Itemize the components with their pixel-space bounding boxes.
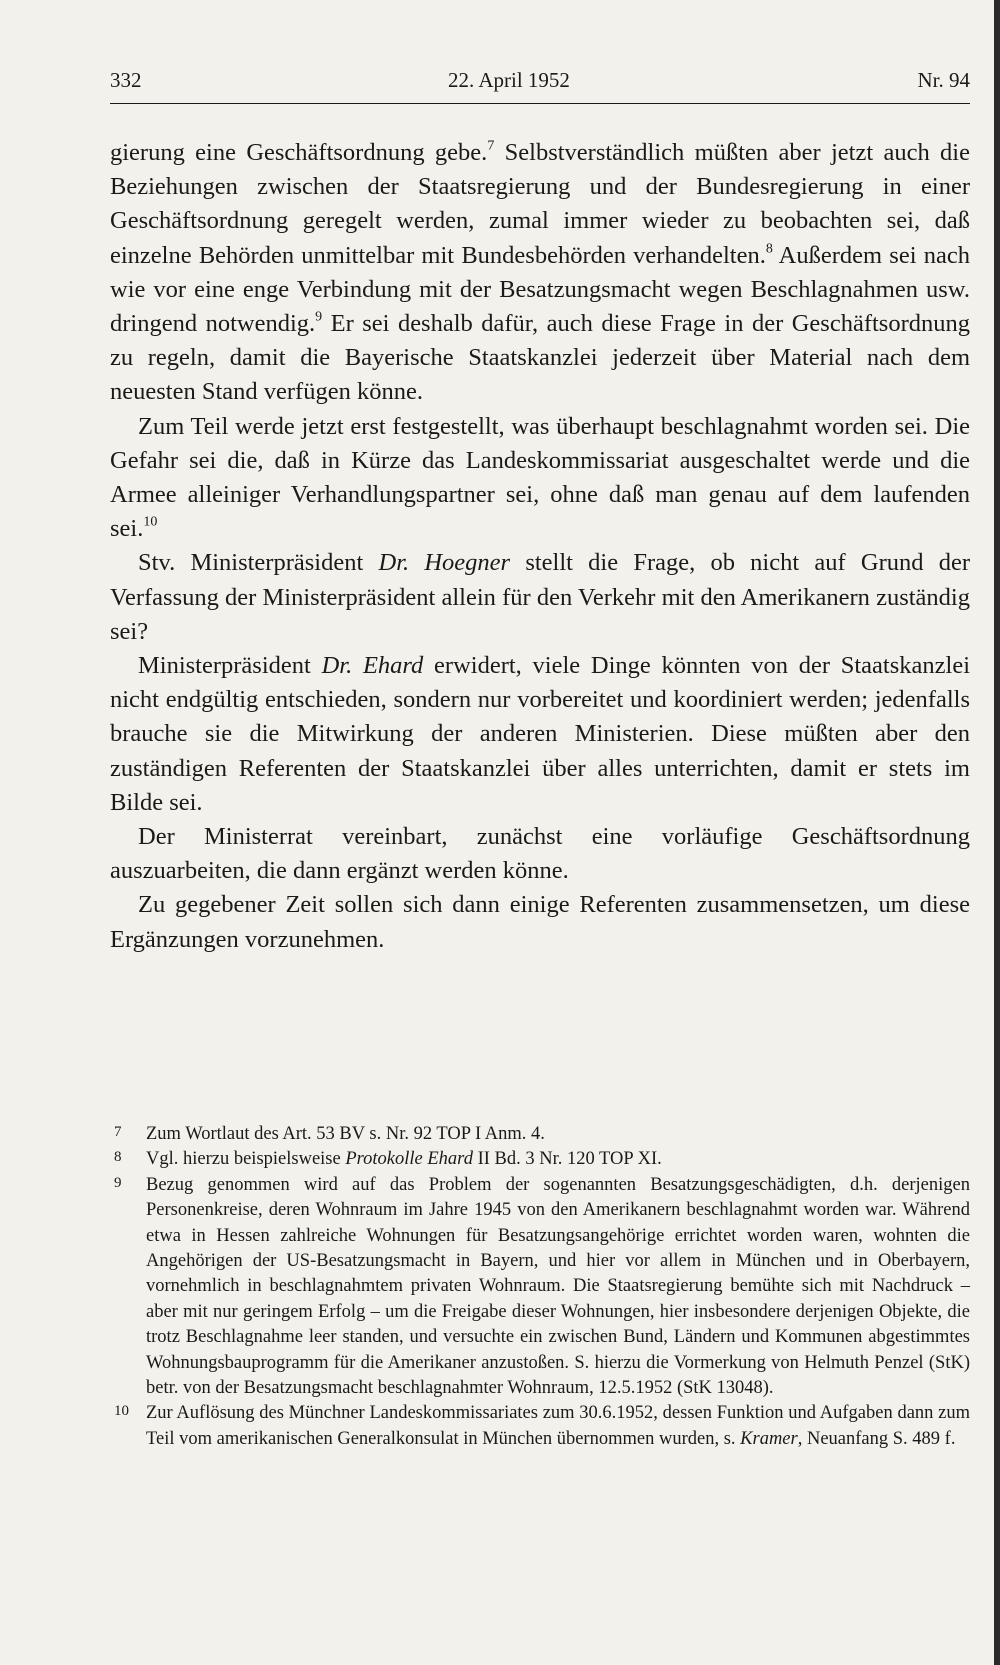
running-header — [110, 68, 970, 104]
main-text — [110, 136, 970, 957]
footnote-text: , Neuanfang S. 489 f. — [797, 1428, 956, 1449]
page-number: 332 — [110, 68, 142, 92]
footnote-number: 7 — [114, 1124, 122, 1140]
footnote-text: II Bd. 3 Nr. 120 TOP XI. — [472, 1149, 662, 1170]
text: Zum Teil werde jetzt erst festgestellt, was überhaupt beschlagnahmt worden sei. Die Gefahr sei die, daß in Kürze das Landeskommissariat ausgeschaltet werde und die Armee alleiniger Verhandlungspartner sei, ohne daß man genau auf dem laufenden sei. — [110, 412, 970, 543]
footnote-ref-7[interactable]: 7 — [487, 138, 495, 154]
text: Der Ministerrat vereinbart, zunächst eine vorläufige Geschäftsordnung auszuarbeiten, die dann ergänzt werden könne. — [110, 823, 970, 885]
footnote-ref-10[interactable]: 10 — [143, 514, 158, 530]
header-rule — [110, 103, 970, 104]
paragraph-3 — [110, 546, 970, 649]
footnote-10 — [110, 1401, 970, 1452]
text: Zu gegebener Zeit sollen sich dann einige Referenten zusammensetzen, um diese Ergänzungen vorzunehmen. — [110, 891, 970, 953]
paragraph-6 — [110, 888, 970, 956]
paragraph-2 — [110, 410, 970, 547]
footnote-text: Zur Auflösung des Münchner Landeskommissariates zum 30.6.1952, dessen Funktion und Aufgaben dann zum Teil vom amerikanischen Generalkonsulat in München übernommen wurden, s. — [146, 1403, 970, 1449]
text: stellt die Frage, ob nicht auf Grund der Verfassung der Ministerpräsident allein für den Verkehr mit den Amerikanern zuständig sei? — [110, 549, 970, 645]
footnote-9 — [110, 1173, 970, 1402]
text: Außerdem sei nach wie vor eine enge Verbindung mit der Besatzungsmacht wegen Beschlagnahmen usw. dringend notwendig. — [110, 241, 970, 338]
text: Selbstverständlich müßten aber jetzt auch die Beziehungen zwischen der Staatsregierung und der Bundesregierung in einer Geschäftsordnung geregelt werden, zumal immer wieder zu beobachten sei, daß einzelne Behörden unmittelbar mit Bundesbehörden verhandelten. — [110, 139, 970, 269]
text: Er sei deshalb dafür, auch diese Frage in der Geschäftsordnung zu regeln, damit die Bayerische Staatskanzlei jederzeit über Material nach dem neuesten Stand verfügen könne. — [110, 310, 970, 406]
footnote-7 — [110, 1122, 970, 1147]
paragraph-4 — [110, 649, 970, 820]
footnotes — [110, 1122, 970, 1452]
footnote-ref-9[interactable]: 9 — [315, 309, 323, 325]
footnote-number: 9 — [114, 1174, 122, 1191]
footnote-text: Zum Wortlaut des Art. 53 BV s. Nr. 92 TOP I Anm. 4. — [146, 1124, 545, 1144]
footnote-number: 10 — [114, 1403, 129, 1420]
footnote-italic: Kramer — [740, 1428, 798, 1449]
text: erwidert, viele Dinge könnten von der Staatskanzlei nicht endgültig entschieden, sondern nur vorbereitet und koordiniert werden; jedenfalls brauche sie die Mitwirkung der anderen Ministerien. Diese müßten aber den zuständigen Referenten der Staatskanzlei über alles unterrichten, damit er stets im Bilde sei. — [110, 652, 970, 816]
speaker-name: Dr. Ehard — [321, 652, 424, 680]
paragraph-5 — [110, 820, 970, 888]
header-date: 22. April 1952 — [448, 68, 570, 92]
footnote-number: 8 — [114, 1149, 122, 1166]
footnote-8 — [110, 1147, 970, 1172]
paragraph-1 — [110, 136, 970, 410]
page-edge — [994, 0, 1000, 1665]
footnote-text: Vgl. hierzu beispielsweise — [146, 1149, 346, 1170]
text: Stv. Ministerpräsident — [138, 549, 379, 577]
speaker-name: Dr. Hoegner — [378, 549, 511, 577]
footnote-ref-8[interactable]: 8 — [765, 241, 773, 257]
footnote-text: Bezug genommen wird auf das Problem der sogenannten Besatzungsgeschädigten, d.h. derjenigen Personenkreise, deren Wohnraum im Jahre 1945 von den Amerikanern beschlagnahmt worden war. Während etwa in Hessen zahlreiche Wohnungen für Besatzungsangehörige errichtet worden waren, wohnten die Angehörigen der US-Besatzungsmacht in Bayern, und hier vor allem in München und in Oberbayern, vornehmlich in beschlagnahmtem privaten Wohnraum. Die Staatsregierung bemühte sich mit Nachdruck – aber mit nur geringem Erfolg – um die Freigabe dieser Wohnungen, hier insbesondere derjenigen Objekte, die trotz Beschlagnahme leer standen, und versuchte ein zwischen Bund, Ländern und Kommunen abgestimmtes Wohnungsbauprogramm für die Amerikaner anzustoßen. S. hierzu die Vormerkung von Helmuth Penzel (StK) betr. von der Besatzungsmacht beschlagnahmter Wohnraum, 12.5.1952 (StK 13048). — [146, 1174, 970, 1399]
text: Ministerpräsident — [138, 652, 322, 680]
document-number: Nr. 94 — [917, 68, 970, 92]
footnote-italic: Protokolle Ehard — [345, 1149, 473, 1170]
text: gierung eine Geschäftsordnung gebe. — [110, 139, 488, 166]
